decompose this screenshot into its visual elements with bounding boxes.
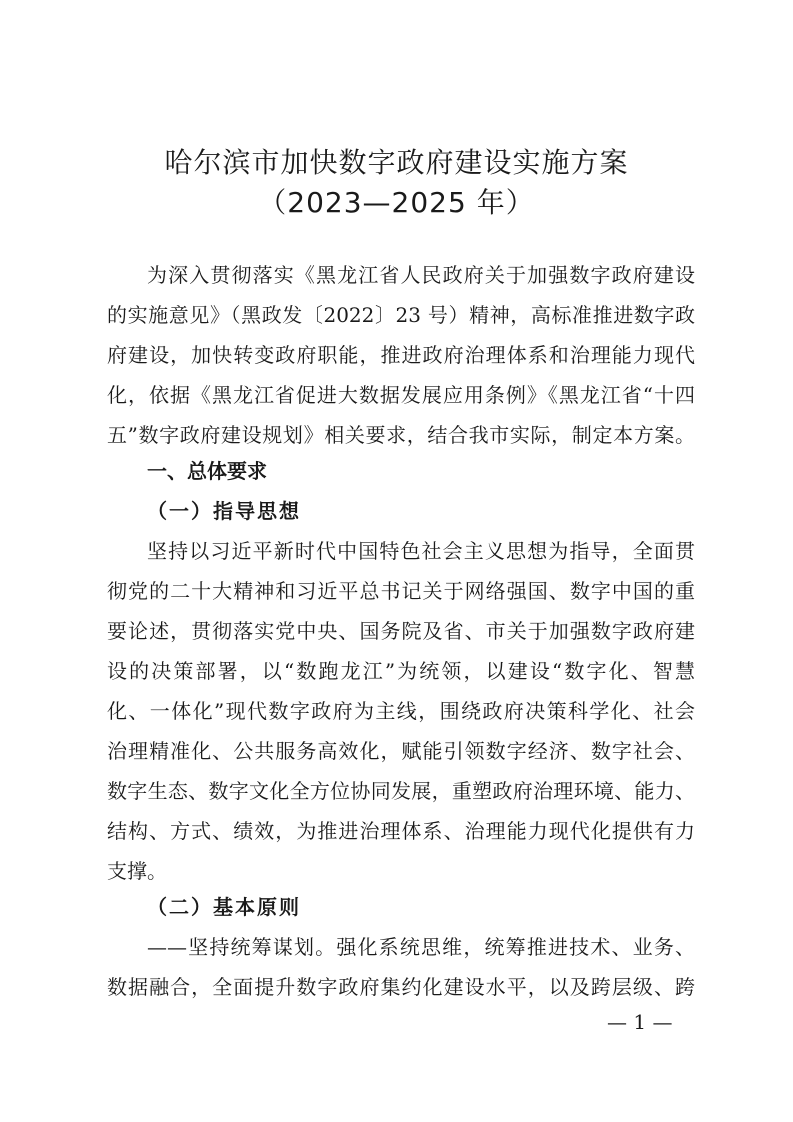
paragraph-line: 数字生态、数字文化全方位协同发展，重塑政府治理环境、能力、 — [107, 779, 695, 803]
page-number: — 1 — — [607, 1010, 673, 1034]
paragraph-line: 彻党的二十大精神和习近平总书记关于网络强国、数字中国的重 — [107, 579, 695, 603]
section-heading: 一、总体要求 — [147, 459, 267, 483]
paragraph-line: 设的决策部署，以“数跑龙江”为统领，以建设“数字化、智慧 — [107, 659, 695, 683]
paragraph-line: 五”数字政府建设规划》相关要求，结合我市实际，制定本方案。 — [107, 423, 695, 447]
paragraph-line: 化，依据《黑龙江省促进大数据发展应用条例》《黑龙江省“十四 — [107, 383, 695, 407]
document-title: 哈尔滨市加快数字政府建设实施方案 — [164, 146, 629, 179]
paragraph-line: 坚持以习近平新时代中国特色社会主义思想为指导，全面贯 — [147, 539, 695, 563]
paragraph-line: 为深入贯彻落实《黑龙江省人民政府关于加强数字政府建设 — [147, 263, 695, 287]
paragraph-line: 化、一体化”现代数字政府为主线，围绕政府决策科学化、社会 — [107, 699, 695, 723]
paragraph-line: 支撑。 — [107, 859, 167, 883]
paragraph-line: 结构、方式、绩效，为推进治理体系、治理能力现代化提供有力 — [107, 819, 695, 843]
paragraph-line: 府建设，加快转变政府职能，推进政府治理体系和治理能力现代 — [107, 343, 695, 367]
paragraph-line: ——坚持统筹谋划。强化系统思维，统筹推进技术、业务、 — [147, 935, 695, 959]
paragraph-line: 要论述，贯彻落实党中央、国务院及省、市关于加强数字政府建 — [107, 619, 695, 643]
subsection-heading: （一）指导思想 — [147, 499, 301, 523]
document-subtitle: （2023—2025 年） — [258, 186, 535, 219]
subsection-heading: （二）基本原则 — [147, 895, 301, 919]
paragraph-line: 的实施意见》（黑政发〔2022〕23 号）精神，高标准推进数字政 — [107, 303, 695, 327]
paragraph-line: 治理精准化、公共服务高效化，赋能引领数字经济、数字社会、 — [107, 739, 695, 763]
paragraph-line: 数据融合，全面提升数字政府集约化建设水平，以及跨层级、跨 — [107, 975, 695, 999]
